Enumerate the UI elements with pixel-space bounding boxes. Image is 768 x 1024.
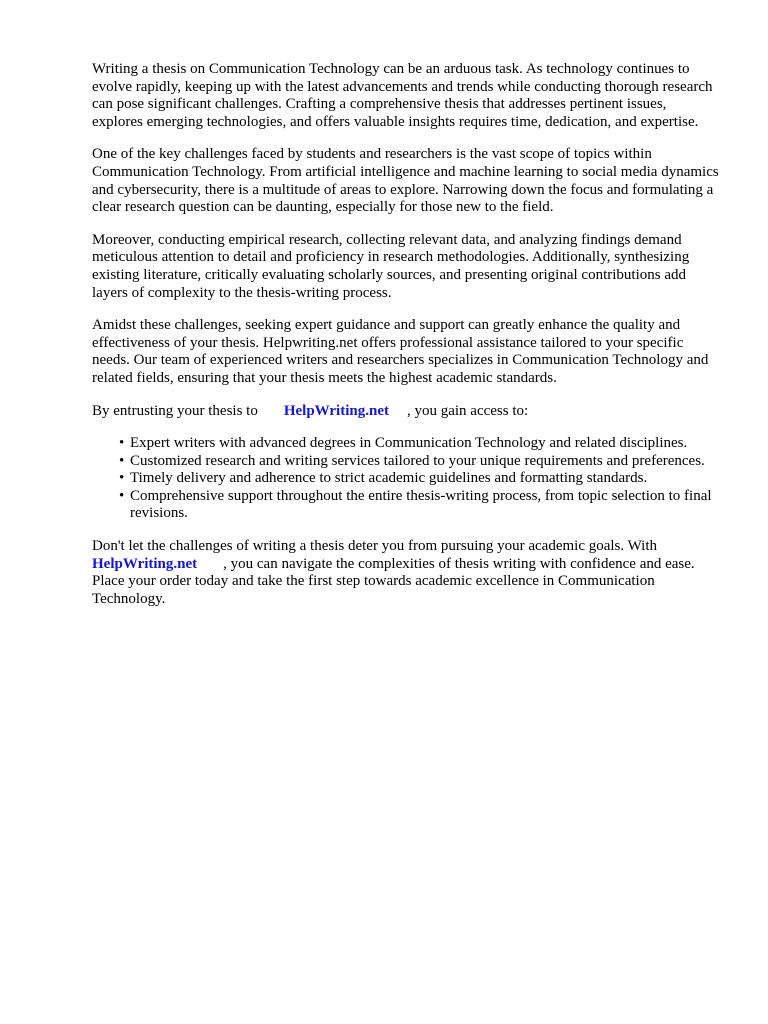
list-item-text: Timely delivery and adherence to strict academic guidelines and formatting standards. <box>130 470 648 487</box>
bullet-icon: • <box>119 435 125 452</box>
list-item <box>119 488 720 523</box>
closing-paragraph <box>92 538 720 608</box>
list-item <box>119 470 720 488</box>
list-item-text: Customized research and writing services tailored to your unique requirements and preferences. <box>130 452 705 469</box>
helpwriting-link[interactable]: HelpWriting.net <box>92 555 198 572</box>
list-item-text: Expert writers with advanced degrees in Communication Technology and related disciplines. <box>130 435 688 452</box>
closing-text-after: , you can navigate the complexities of thesis writing with confidence and ease. Place your order today and take the first step towards academic excellence in Communication Technology. <box>92 555 695 607</box>
entrust-paragraph <box>92 403 720 421</box>
research-paragraph: Moreover, conducting empirical research, collecting relevant data, and analyzing findings demand meticulous attention to detail and proficiency in research methodologies. Additionally, synthesizing existing literature, critically evaluating scholarly sources, and presenting original contributions add layers of complexity to the thesis-writing process. <box>92 231 690 301</box>
helpwriting-link[interactable]: HelpWriting.net <box>283 402 389 419</box>
list-item-text: Comprehensive support throughout the entire thesis-writing process, from topic selection to final revisions. <box>130 487 712 522</box>
entrust-text-after: , you gain access to: <box>406 402 529 419</box>
bullet-icon: • <box>119 487 125 504</box>
challenges-paragraph: One of the key challenges faced by students and researchers is the vast scope of topics within Communication Technology. From artificial intelligence and machine learning to social media dynamics and cybersecurity, there is a multitude of areas to explore. Narrowing down the focus and formulating a clear research question can be daunting, especially for those new to the field. <box>92 146 719 216</box>
document-page <box>92 61 720 623</box>
entrust-text-before: By entrusting your thesis to <box>92 402 258 419</box>
intro-paragraph: Writing a thesis on Communication Technology can be an arduous task. As technology continues to evolve rapidly, keeping up with the latest advancements and trends while conducting thorough research can pose significant challenges. Crafting a comprehensive thesis that addresses pertinent issues, explores emerging technologies, and offers valuable insights requires time, dedication, and expertise. <box>92 61 713 130</box>
list-item <box>119 453 720 471</box>
bullet-icon: • <box>119 470 125 487</box>
bullet-icon: • <box>119 452 125 469</box>
benefits-list <box>92 435 720 523</box>
closing-text-before: Don't let the challenges of writing a thesis deter you from pursuing your academic goals. With <box>92 538 658 555</box>
guidance-paragraph: Amidst these challenges, seeking expert guidance and support can greatly enhance the quality and effectiveness of your thesis. Helpwriting.net offers professional assistance tailored to your specific needs. Our team of experienced writers and researchers specializes in Communication Technology and related fields, ensuring that your thesis meets the highest academic standards. <box>92 317 709 386</box>
list-item <box>119 435 720 453</box>
